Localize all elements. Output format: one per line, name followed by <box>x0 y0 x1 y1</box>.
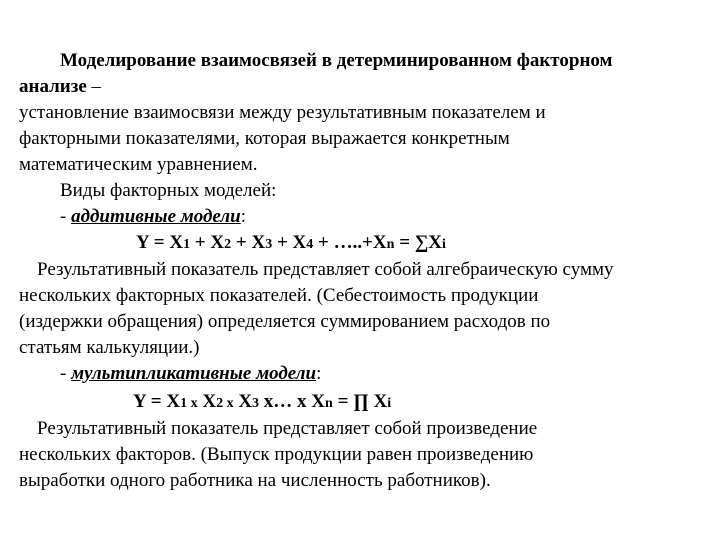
multiplicative-colon: : <box>316 363 322 384</box>
additive-prefix: - <box>60 206 72 227</box>
multiplicative-description-line-1: Результативный показатель представляет собой произведение <box>37 418 538 439</box>
additive-description-line-2: нескольких факторных показателей. (Себестоимость продукции <box>19 285 539 306</box>
additive-description-line-1: Результативный показатель представляет собой алгебраическую сумму <box>37 259 614 280</box>
title-line-1: Моделирование взаимосвязей в детерминированном факторном <box>60 50 613 71</box>
additive-heading <box>60 204 720 230</box>
definition-line-3: математическим уравнением. <box>19 154 258 175</box>
definition-line-1: установление взаимосвязи между результативным показателем и <box>19 102 546 123</box>
multiplicative-prefix: - <box>60 363 72 384</box>
title-line-2 <box>19 74 720 100</box>
multiplicative-description-line-2: нескольких факторов. (Выпуск продукции равен произведению <box>19 444 534 465</box>
additive-description-line-3: (издержки обращения) определяется суммированием расходов по <box>19 311 551 332</box>
definition-line-2: факторными показателями, которая выражается конкретным <box>19 128 510 149</box>
additive-description-line-4: статьям калькуляции.) <box>19 337 200 358</box>
multiplicative-description-line-3: выработки одного работника на численность работников). <box>19 470 491 491</box>
title-dash: – <box>86 76 102 97</box>
additive-formula: Y = X1 + X2 + X3 + X4 + …..+Xn = ∑Xi <box>136 232 446 253</box>
additive-label: аддитивные модели <box>71 206 241 227</box>
types-heading: Виды факторных моделей: <box>60 180 277 201</box>
title-word: анализе <box>19 76 87 97</box>
multiplicative-heading <box>60 361 720 387</box>
multiplicative-label: мультипликативные модели <box>71 363 317 384</box>
additive-colon: : <box>240 206 246 227</box>
multiplicative-formula: Y = X1 x X2 x X3 x… x Xn = ∏ Xi <box>133 391 392 412</box>
